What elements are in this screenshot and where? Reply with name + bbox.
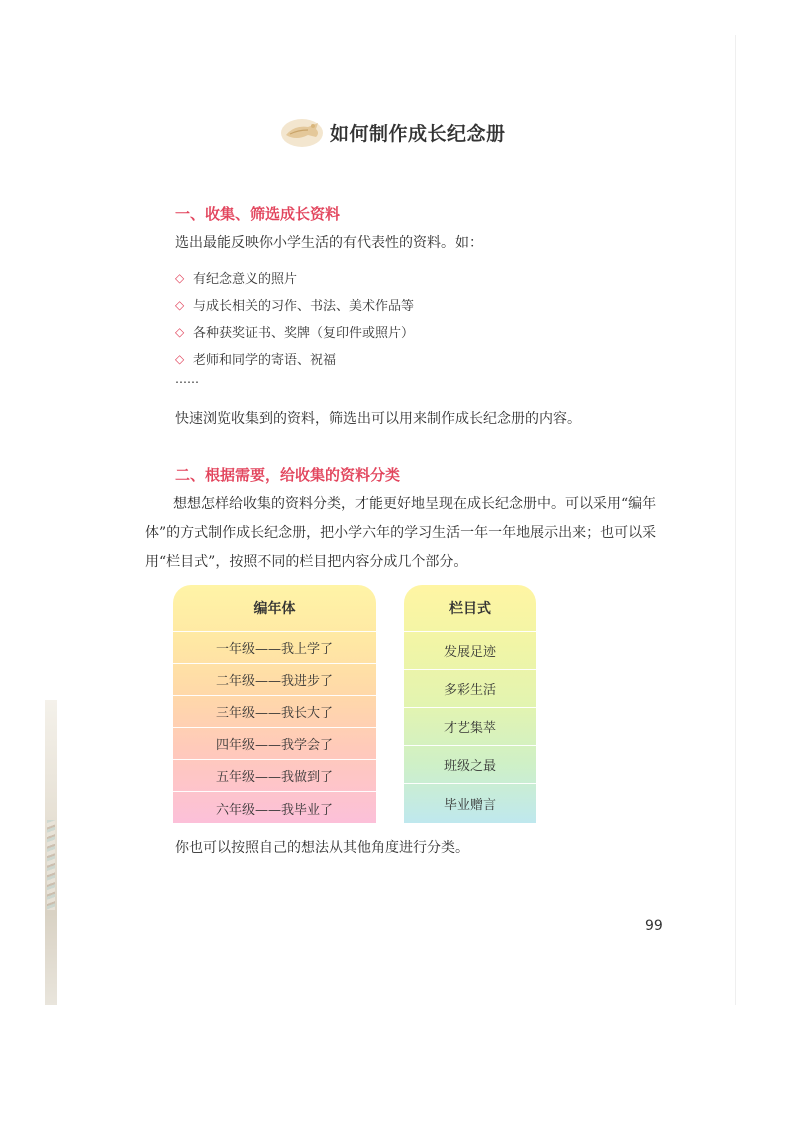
- list-item-text: 老师和同学的寄语、祝福: [193, 353, 337, 368]
- column-style-header: 栏目式: [404, 585, 536, 632]
- table-row: 四年级——我学会了: [173, 728, 376, 760]
- page-side-image-strip: [45, 700, 57, 1005]
- table-row: 班级之最: [404, 746, 536, 784]
- section2-closing: 你也可以按照自己的想法从其他角度进行分类。: [175, 840, 469, 856]
- diamond-bullet-icon: ◇: [175, 270, 185, 285]
- title-block: [280, 112, 506, 152]
- diamond-bullet-icon: ◇: [175, 297, 185, 312]
- section1-closing: 快速浏览收集到的资料，筛选出可以用来制作成长纪念册的内容。: [175, 411, 581, 427]
- page-edge: [735, 35, 736, 1005]
- table-row: 发展足迹: [404, 632, 536, 670]
- list-item-text: 与成长相关的习作、书法、美术作品等: [193, 299, 415, 314]
- list-item-text: 有纪念意义的照片: [193, 272, 298, 287]
- section2-paragraph: [145, 490, 665, 577]
- chronological-table: [173, 585, 376, 823]
- table-row: 一年级——我上学了: [173, 632, 376, 664]
- table-row: 六年级——我毕业了: [215, 802, 333, 818]
- list-item: [175, 318, 414, 345]
- horn-ribbon-icon: [280, 115, 326, 149]
- table-row: 毕业赠言: [443, 797, 496, 813]
- list-item: [175, 345, 414, 372]
- section-heading-classify: 二、根据需要，给收集的资料分类: [175, 466, 401, 484]
- material-list: [175, 264, 414, 372]
- list-item: [175, 291, 414, 318]
- column-style-table: [404, 585, 536, 823]
- list-item-text: 各种获奖证书、奖牌（复印件或照片）: [193, 326, 415, 341]
- diamond-bullet-icon: ◇: [175, 351, 185, 366]
- chronological-header: 编年体: [173, 585, 376, 632]
- table-row: 五年级——我做到了: [173, 760, 376, 792]
- page-number: 99: [645, 918, 663, 934]
- section2-paragraph-text: 想想怎样给收集的资料分类，才能更好地呈现在成长纪念册中。可以采用“编年体”的方式制作成长纪念册，把小学六年的学习生活一年一年地展示出来；也可以采用“栏目式”，按照不同的栏目把内容分成几个部分。: [145, 496, 657, 570]
- table-row: 二年级——我进步了: [173, 664, 376, 696]
- section-intro: 选出最能反映你小学生活的有代表性的资料。如：: [175, 235, 483, 251]
- section-heading-collect: 一、收集、筛选成长资料: [175, 205, 341, 223]
- table-row: 多彩生活: [404, 670, 536, 708]
- table-row: 才艺集萃: [404, 708, 536, 746]
- table-row: 三年级——我长大了: [173, 696, 376, 728]
- diamond-bullet-icon: ◇: [175, 324, 185, 339]
- page-title: 如何制作成长纪念册: [330, 122, 506, 145]
- list-ellipsis: ……: [175, 372, 199, 386]
- list-item: [175, 264, 414, 291]
